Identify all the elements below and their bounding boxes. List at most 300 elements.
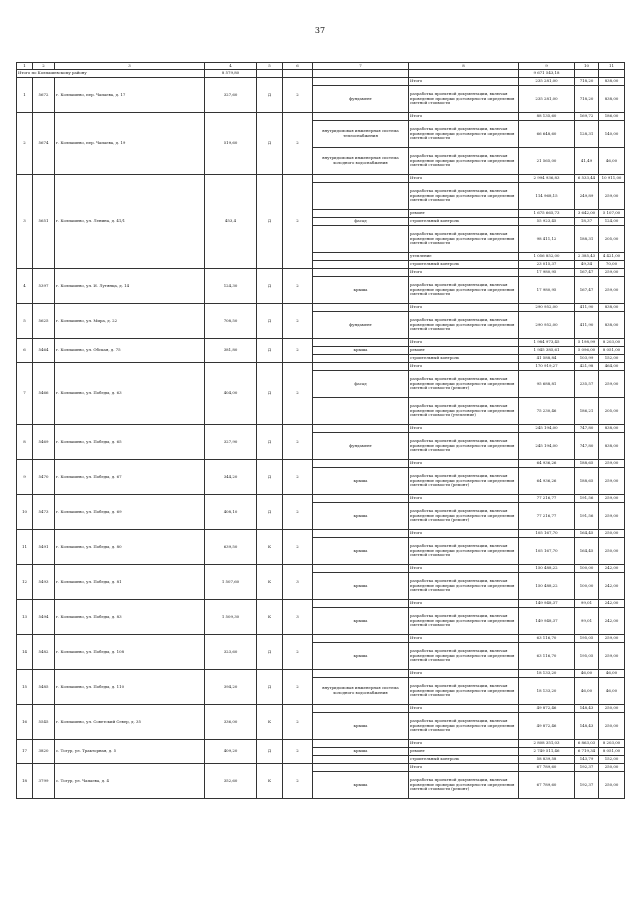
work-description: разработка проектной документации, включая проведение проверки достоверности определения сметной стоимости xyxy=(409,678,519,705)
wall-material: Д xyxy=(257,363,283,425)
work-description: Итого xyxy=(409,175,519,183)
work-description: разработка проектной документации, включая проведение проверки достоверности определения сметной стоимости xyxy=(409,608,519,635)
unit-cost: 6 719,34 xyxy=(575,748,599,756)
cost-sum: 245 194,00 xyxy=(519,425,575,433)
work-description: разработка проектной документации, включая проведение проверки достоверности определения сметной стоимости xyxy=(409,121,519,148)
cost-limit: 140,00 xyxy=(599,121,625,148)
unit-cost: 128,31 xyxy=(575,121,599,148)
work-description: Итого xyxy=(409,740,519,748)
table-row xyxy=(17,740,625,748)
building-address: г. Колпашево, ул. Победы, д. 69 xyxy=(55,495,205,530)
cost-limit: 186,00 xyxy=(599,113,625,121)
work-type xyxy=(313,635,409,643)
building-area: 381,80 xyxy=(205,339,257,363)
work-description: Итого xyxy=(409,78,519,86)
cost-sum: 1 675 665,73 xyxy=(519,210,575,218)
cost-limit: 259,00 xyxy=(599,277,625,304)
cost-limit: 250,00 xyxy=(599,530,625,538)
cost-limit: 838,00 xyxy=(599,78,625,86)
building-id: 5625 xyxy=(33,304,55,339)
building-id: 5466 xyxy=(33,363,55,425)
unit-cost: 195,05 xyxy=(575,635,599,643)
floor-count: 2 xyxy=(283,635,313,670)
work-description: Итого xyxy=(409,600,519,608)
cost-sum: 149 948,37 xyxy=(519,608,575,635)
work-type xyxy=(313,113,409,121)
unit-cost: 148,43 xyxy=(575,713,599,740)
building-area: 708,50 xyxy=(205,304,257,339)
unit-cost: 191,56 xyxy=(575,503,599,530)
work-description: строительный контроль xyxy=(409,756,519,764)
work-type xyxy=(313,78,409,86)
work-description: разработка проектной документации, включая проведение проверки достоверности определения сметной стоимости xyxy=(409,312,519,339)
cost-limit: 259,00 xyxy=(599,183,625,210)
work-type: крыша xyxy=(313,748,409,756)
work-description: строительный контроль xyxy=(409,261,519,269)
work-type xyxy=(313,210,409,218)
cost-limit: 250,00 xyxy=(599,772,625,799)
unit-cost: 46,00 xyxy=(575,670,599,678)
work-type: фундамент xyxy=(313,433,409,460)
unit-cost: 188,65 xyxy=(575,460,599,468)
cost-limit: 838,00 xyxy=(599,433,625,460)
building-id: 5473 xyxy=(33,495,55,530)
building-area: 404,00 xyxy=(205,363,257,425)
unit-cost: 100,00 xyxy=(575,565,599,573)
building-id: 5397 xyxy=(33,269,55,304)
building-area: 124,30 xyxy=(205,269,257,304)
work-description: Итого xyxy=(409,363,519,371)
building-area: 409,20 xyxy=(205,740,257,764)
wall-material: Д xyxy=(257,495,283,530)
building-address: г. Колпашево, ул. Ленина, д. 41/1 xyxy=(55,175,205,269)
table-row xyxy=(17,304,625,312)
work-description: разработка проектной документации, включая проведение проверки достоверности определения сметной стоимости (ремонт) xyxy=(409,772,519,799)
cost-limit: 242,00 xyxy=(599,600,625,608)
work-type xyxy=(313,756,409,764)
work-description: Итого xyxy=(409,495,519,503)
work-type: крыша xyxy=(313,608,409,635)
work-description: разработка проектной документации, включая проведение проверки достоверности определения сметной стоимости xyxy=(409,538,519,565)
work-type xyxy=(313,304,409,312)
cost-limit: 259,00 xyxy=(599,495,625,503)
wall-material: Д xyxy=(257,425,283,460)
building-number: 1 xyxy=(17,78,33,113)
wall-material: К xyxy=(257,705,283,740)
cost-limit: 70,00 xyxy=(599,261,625,269)
work-type: фасад xyxy=(313,218,409,226)
table-row xyxy=(17,764,625,772)
wall-material: Д xyxy=(257,175,283,269)
work-description: ремонт xyxy=(409,748,519,756)
building-area: 394,20 xyxy=(205,670,257,705)
building-address: г. Колпашево, ул. Победы, д. 110 xyxy=(55,670,205,705)
cost-sum: 21 565,00 xyxy=(519,148,575,175)
district-total-area: 8 579,80 xyxy=(205,70,257,78)
cost-limit: 46,00 xyxy=(599,678,625,705)
unit-cost: 5 198,99 xyxy=(575,339,599,347)
work-description: Итого xyxy=(409,304,519,312)
capital-repair-register-table xyxy=(16,62,625,799)
table-row xyxy=(17,495,625,503)
work-type xyxy=(313,183,409,210)
unit-cost: 249,89 xyxy=(575,183,599,210)
unit-cost: 421,98 xyxy=(575,363,599,371)
wall-material: Д xyxy=(257,304,283,339)
building-id: 5491 xyxy=(33,530,55,565)
cost-limit: 259,00 xyxy=(599,269,625,277)
unit-cost: 186,21 xyxy=(575,398,599,425)
district-total-row xyxy=(17,70,625,78)
district-total-label: Итого по Колпашевскому району xyxy=(17,70,205,78)
cost-limit: 259,00 xyxy=(599,468,625,495)
building-area: 344,20 xyxy=(205,460,257,495)
cost-sum: 98 411,12 xyxy=(519,226,575,253)
unit-cost: 195,05 xyxy=(575,643,599,670)
building-address: г. Колпашево, ул. Победы, д. 81 xyxy=(55,565,205,600)
cost-limit: 838,00 xyxy=(599,304,625,312)
column-number: 9 xyxy=(519,63,575,70)
work-description: Итого xyxy=(409,764,519,772)
cost-limit: 4 421,00 xyxy=(599,253,625,261)
building-id: 5482 xyxy=(33,635,55,670)
cost-sum: 150 488,22 xyxy=(519,565,575,573)
work-type: крыша xyxy=(313,713,409,740)
cost-limit: 46,00 xyxy=(599,670,625,678)
unit-cost: 192,37 xyxy=(575,764,599,772)
cost-limit: 259,00 xyxy=(599,503,625,530)
work-type xyxy=(313,398,409,425)
unit-cost: 411,90 xyxy=(575,304,599,312)
cost-sum: 67 789,60 xyxy=(519,772,575,799)
work-type xyxy=(313,670,409,678)
building-address: г. Колпашево, ул. Победы, д. 80 xyxy=(55,530,205,565)
building-number: 9 xyxy=(17,460,33,495)
cost-limit: 464,00 xyxy=(599,363,625,371)
cost-sum: 290 952,00 xyxy=(519,312,575,339)
cost-sum: 17 980,95 xyxy=(519,277,575,304)
cost-limit: 250,00 xyxy=(599,538,625,565)
work-type: крыша xyxy=(313,503,409,530)
work-description: разработка проектной документации, включая проведение проверки достоверности определения сметной стоимости xyxy=(409,148,519,175)
unit-cost: 99,01 xyxy=(575,600,599,608)
building-id: 3799 xyxy=(33,764,55,799)
cost-sum: 150 488,22 xyxy=(519,573,575,600)
cost-sum: 1 945 385,61 xyxy=(519,347,575,355)
building-address: г. Колпашево, ул. Победы, д. 63 xyxy=(55,363,205,425)
work-type: крыша xyxy=(313,643,409,670)
work-description: Итого xyxy=(409,635,519,643)
unit-cost: 49,34 xyxy=(575,261,599,269)
work-type: внутридомовая инженерная система холодного водоснабжения xyxy=(313,678,409,705)
cost-limit: 205,00 xyxy=(599,226,625,253)
building-number: 15 xyxy=(17,670,33,705)
work-type: крыша xyxy=(313,277,409,304)
cost-sum: 2 749 511,46 xyxy=(519,748,575,756)
floor-count: 2 xyxy=(283,460,313,495)
wall-material: К xyxy=(257,764,283,799)
work-description: разработка проектной документации, включая проведение проверки достоверности определения сметной стоимости (утепление) xyxy=(409,398,519,425)
building-number: 4 xyxy=(17,269,33,304)
work-type: крыша xyxy=(313,538,409,565)
building-id: 5470 xyxy=(33,460,55,495)
work-type: внутридомовая инженерная система холодного водоснабжения xyxy=(313,148,409,175)
building-number: 5 xyxy=(17,304,33,339)
cost-sum: 290 952,00 xyxy=(519,304,575,312)
unit-cost: 103,99 xyxy=(575,355,599,363)
cost-limit: 46,00 xyxy=(599,148,625,175)
building-number: 16 xyxy=(17,705,33,740)
table-row xyxy=(17,600,625,608)
column-number: 4 xyxy=(205,63,257,70)
table-row xyxy=(17,530,625,538)
building-address: г. Колпашево, ул. Победы, д. 65 xyxy=(55,425,205,460)
work-type xyxy=(313,530,409,538)
building-area: 1 509,30 xyxy=(205,600,257,635)
building-id: 5485 xyxy=(33,670,55,705)
cost-sum: 77 216,77 xyxy=(519,503,575,530)
work-type: фасад xyxy=(313,371,409,398)
unit-cost: 169,72 xyxy=(575,113,599,121)
work-type: крыша xyxy=(313,347,409,355)
work-description: Итого xyxy=(409,530,519,538)
wall-material: Д xyxy=(257,113,283,175)
floor-count: 2 xyxy=(283,495,313,530)
unit-cost: 167,47 xyxy=(575,277,599,304)
building-address: г. Колпашево, пер. Чапаева, д. 17 xyxy=(55,78,205,113)
building-number: 3 xyxy=(17,175,33,269)
building-area: 352,60 xyxy=(205,764,257,799)
building-id: 5674 xyxy=(33,113,55,175)
cost-sum: 245 194,00 xyxy=(519,433,575,460)
table-row xyxy=(17,175,625,183)
unit-cost: 100,00 xyxy=(575,573,599,600)
cost-limit: 259,00 xyxy=(599,371,625,398)
cost-sum: 75 230,46 xyxy=(519,398,575,425)
building-address: г. Колпашево, ул. Победы, д. 83 xyxy=(55,600,205,635)
table-row xyxy=(17,635,625,643)
building-number: 10 xyxy=(17,495,33,530)
work-description: Итого xyxy=(409,670,519,678)
table-row xyxy=(17,339,625,347)
cost-limit: 8 203,00 xyxy=(599,740,625,748)
building-number: 6 xyxy=(17,339,33,363)
column-number: 5 xyxy=(257,63,283,70)
unit-cost: 191,56 xyxy=(575,495,599,503)
cost-sum: 63 116,70 xyxy=(519,643,575,670)
work-description: утепление xyxy=(409,253,519,261)
building-address: г. Колпашево, ул. Победы, д. 108 xyxy=(55,635,205,670)
unit-cost: 143,79 xyxy=(575,756,599,764)
wall-material: Д xyxy=(257,269,283,304)
work-type xyxy=(313,363,409,371)
wall-material: Д xyxy=(257,635,283,670)
building-id: 5672 xyxy=(33,78,55,113)
cost-limit: 250,00 xyxy=(599,764,625,772)
building-id: 3820 xyxy=(33,740,55,764)
building-number: 13 xyxy=(17,600,33,635)
cost-sum: 105 167,70 xyxy=(519,530,575,538)
cost-limit: 242,00 xyxy=(599,608,625,635)
work-description: строительный контроль xyxy=(409,218,519,226)
wall-material: К xyxy=(257,530,283,565)
table-row xyxy=(17,78,625,86)
building-area: 336,00 xyxy=(205,705,257,740)
work-type xyxy=(313,253,409,261)
work-type: крыша xyxy=(313,468,409,495)
table-row xyxy=(17,565,625,573)
work-description: Итого xyxy=(409,460,519,468)
work-description: разработка проектной документации, включая проведение проверки достоверности определения сметной стоимости xyxy=(409,573,519,600)
column-number: 7 xyxy=(313,63,409,70)
floor-count: 3 xyxy=(283,565,313,600)
unit-cost: 167,47 xyxy=(575,269,599,277)
cost-sum: 63 116,70 xyxy=(519,635,575,643)
work-type xyxy=(313,261,409,269)
cost-sum: 105 167,70 xyxy=(519,538,575,565)
work-description: разработка проектной документации, включая проведение проверки достоверности определения сметной стоимости xyxy=(409,643,519,670)
cost-limit: 152,00 xyxy=(599,756,625,764)
table-row xyxy=(17,460,625,468)
floor-count: 2 xyxy=(283,425,313,460)
work-description: ремонт xyxy=(409,347,519,355)
building-area: 327,60 xyxy=(205,78,257,113)
cost-sum: 17 980,95 xyxy=(519,269,575,277)
column-number: 1 xyxy=(17,63,33,70)
cost-limit: 259,00 xyxy=(599,460,625,468)
unit-cost: 164,45 xyxy=(575,538,599,565)
cost-sum: 170 919,27 xyxy=(519,363,575,371)
building-address: с. Тогур, ул. Тракторная, д. 5 xyxy=(55,740,205,764)
work-type xyxy=(313,460,409,468)
work-type xyxy=(313,425,409,433)
cost-sum: 49 872,46 xyxy=(519,705,575,713)
cost-sum: 64 936,26 xyxy=(519,460,575,468)
building-id: 5545 xyxy=(33,705,55,740)
cost-limit: 259,00 xyxy=(599,643,625,670)
work-type xyxy=(313,495,409,503)
column-number: 3 xyxy=(55,63,205,70)
building-number: 18 xyxy=(17,764,33,799)
table-row xyxy=(17,363,625,371)
building-address: г. Колпашево, ул. И. Лутянца, д. 14 xyxy=(55,269,205,304)
cost-limit: 152,00 xyxy=(599,355,625,363)
unit-cost: 164,45 xyxy=(575,530,599,538)
building-number: 2 xyxy=(17,113,33,175)
unit-cost: 718,20 xyxy=(575,86,599,113)
building-area: 327,90 xyxy=(205,425,257,460)
building-id: 5469 xyxy=(33,425,55,460)
work-description: разработка проектной документации, включая проведение проверки достоверности определения сметной стоимости (ремонт) xyxy=(409,371,519,398)
cost-sum: 95 688,81 xyxy=(519,371,575,398)
building-area: 453,4 xyxy=(205,175,257,269)
column-number: 6 xyxy=(283,63,313,70)
unit-cost: 46,00 xyxy=(575,678,599,705)
floor-count: 2 xyxy=(283,705,313,740)
work-description: Итого xyxy=(409,339,519,347)
work-description: Итого xyxy=(409,269,519,277)
work-description: разработка проектной документации, включая проведение проверки достоверности определения сметной стоимости xyxy=(409,713,519,740)
work-description: ремонт xyxy=(409,210,519,218)
unit-cost: 747,80 xyxy=(575,433,599,460)
wall-material: Д xyxy=(257,339,283,363)
work-description: строительный контроль xyxy=(409,355,519,363)
floor-count: 2 xyxy=(283,670,313,705)
cost-sum: 64 936,26 xyxy=(519,468,575,495)
work-type xyxy=(313,339,409,347)
cost-sum: 77 216,77 xyxy=(519,495,575,503)
unit-cost: 188,65 xyxy=(575,468,599,495)
cost-limit: 259,00 xyxy=(599,635,625,643)
floor-count: 2 xyxy=(283,78,313,113)
cost-limit: 242,00 xyxy=(599,573,625,600)
wall-material: К xyxy=(257,565,283,600)
work-description: разработка проектной документации, включая проведение проверки достоверности определения сметной стоимости xyxy=(409,433,519,460)
work-description: Итого xyxy=(409,705,519,713)
cost-sum: 88 135,60 xyxy=(519,113,575,121)
work-type: внутридомовая инженерная система теплоснабжения xyxy=(313,121,409,148)
building-address: с. Тогур, ул. Чапаева, д. 4 xyxy=(55,764,205,799)
cost-limit: 242,00 xyxy=(599,565,625,573)
work-description: разработка проектной документации, включая проведение проверки достоверности определения сметной стоимости (ремонт) xyxy=(409,503,519,530)
floor-count: 2 xyxy=(283,304,313,339)
table-row xyxy=(17,269,625,277)
work-type xyxy=(313,226,409,253)
building-number: 11 xyxy=(17,530,33,565)
floor-count: 2 xyxy=(283,764,313,799)
building-number: 17 xyxy=(17,740,33,764)
floor-count: 2 xyxy=(283,175,313,269)
wall-material: Д xyxy=(257,740,283,764)
work-type: фундамент xyxy=(313,312,409,339)
floor-count: 2 xyxy=(283,269,313,304)
wall-material: К xyxy=(257,600,283,635)
building-id: 5493 xyxy=(33,565,55,600)
building-area: 323,60 xyxy=(205,635,257,670)
cost-limit: 250,00 xyxy=(599,705,625,713)
cost-limit: 250,00 xyxy=(599,713,625,740)
work-type xyxy=(313,705,409,713)
work-description: разработка проектной документации, включая проведение проверки достоверности определения сметной стоимости xyxy=(409,226,519,253)
cost-sum: 235 281,00 xyxy=(519,86,575,113)
unit-cost: 41,49 xyxy=(575,148,599,175)
column-number-row xyxy=(17,63,625,70)
cost-sum: 2 808 351,03 xyxy=(519,740,575,748)
cost-limit: 8 051,00 xyxy=(599,748,625,756)
cost-sum: 18 133,20 xyxy=(519,670,575,678)
building-area: 519,60 xyxy=(205,113,257,175)
unit-cost: 718,20 xyxy=(575,78,599,86)
wall-material: Д xyxy=(257,670,283,705)
work-type: крыша xyxy=(313,573,409,600)
building-number: 14 xyxy=(17,635,33,670)
cost-sum: 1 984 973,45 xyxy=(519,339,575,347)
building-number: 12 xyxy=(17,565,33,600)
cost-sum: 149 948,37 xyxy=(519,600,575,608)
unit-cost: 148,43 xyxy=(575,705,599,713)
page-number: 37 xyxy=(314,26,326,35)
table-row xyxy=(17,425,625,433)
cost-limit: 124,00 xyxy=(599,218,625,226)
floor-count: 2 xyxy=(283,363,313,425)
cost-limit: 8 051,00 xyxy=(599,347,625,355)
cost-limit: 205,00 xyxy=(599,398,625,425)
cost-limit: 8 203,00 xyxy=(599,339,625,347)
unit-cost: 99,01 xyxy=(575,608,599,635)
unit-cost: 411,90 xyxy=(575,312,599,339)
cost-sum: 58 839,58 xyxy=(519,756,575,764)
building-area: 1 507,60 xyxy=(205,565,257,600)
